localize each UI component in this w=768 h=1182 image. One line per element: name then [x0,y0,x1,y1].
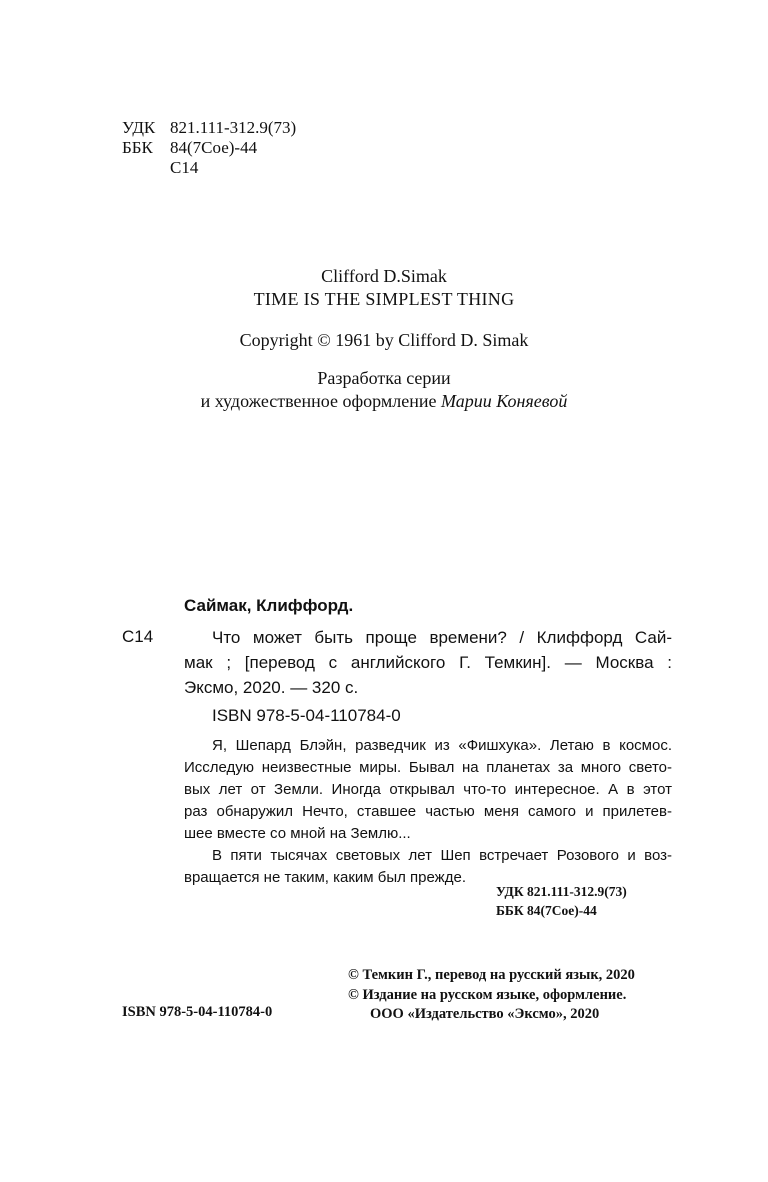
udk-value: 821.111-312.9(73) [170,118,297,137]
cutter-code: С14 [170,158,199,177]
bibliography-line: мак ; [перевод с английского Г. Темкин]. — Москва : [184,653,672,672]
copyright-edition: © Издание на русском языке, оформление. [348,987,627,1003]
bibliography-description [184,625,672,700]
copyright-line: Copyright © 1961 by Clifford D. Simak [239,330,529,350]
udk-small: УДК 821.111-312.9(73) [496,884,627,899]
annotation-line: вых лет от Земли. Иногда открывал что-то интересное. А в этот [184,781,672,798]
isbn-bottom: ISBN 978-5-04-110784-0 [122,1004,273,1020]
annotation-line: вращается не таким, каким был прежде. [184,869,466,886]
bibliography-cutter: С14 [122,627,154,646]
bibliography-line: Эксмо, 2020. — 320 с. [184,678,359,697]
series-credit-prefix: и художественное оформление [200,391,441,411]
bbk-label: ББК [122,138,153,157]
series-credit-line1: Разработка серии [317,368,451,388]
bibliography-line: Что может быть проще времени? / Клиффорд Сай- [212,628,672,647]
copyright-translation: © Темкин Г., перевод на русский язык, 2020 [348,967,635,983]
annotation [184,735,672,889]
bbk-small: ББК 84(7Сое)-44 [496,903,597,918]
bbk-value: 84(7Сое)-44 [170,138,258,157]
series-credit-name: Марии Коняевой [441,391,568,411]
original-title: TIME IS THE SIMPLEST THING [253,289,515,309]
annotation-line: шее вместе со мной на Землю... [184,825,411,842]
annotation-line: В пяти тысячах световых лет Шеп встречает Розового и воз- [212,847,672,864]
series-credit-line2 [0,391,768,412]
annotation-line: Исследую неизвестные миры. Бывал на планетах за много свето- [184,759,672,776]
bibliography-author-heading: Саймак, Клиффорд. [184,596,354,615]
annotation-line: Я, Шепард Блэйн, разведчик из «Фишхука». Летаю в космос. [212,737,672,754]
udk-label: УДК [122,118,156,137]
bibliography-isbn: ISBN 978-5-04-110784-0 [212,706,401,725]
original-author: Clifford D.Simak [321,266,447,286]
annotation-line: раз обнаружил Нечто, ставшее частью меня самого и прилетев- [184,803,672,820]
copyright-publisher: ООО «Издательство «Эксмо», 2020 [370,1006,600,1022]
